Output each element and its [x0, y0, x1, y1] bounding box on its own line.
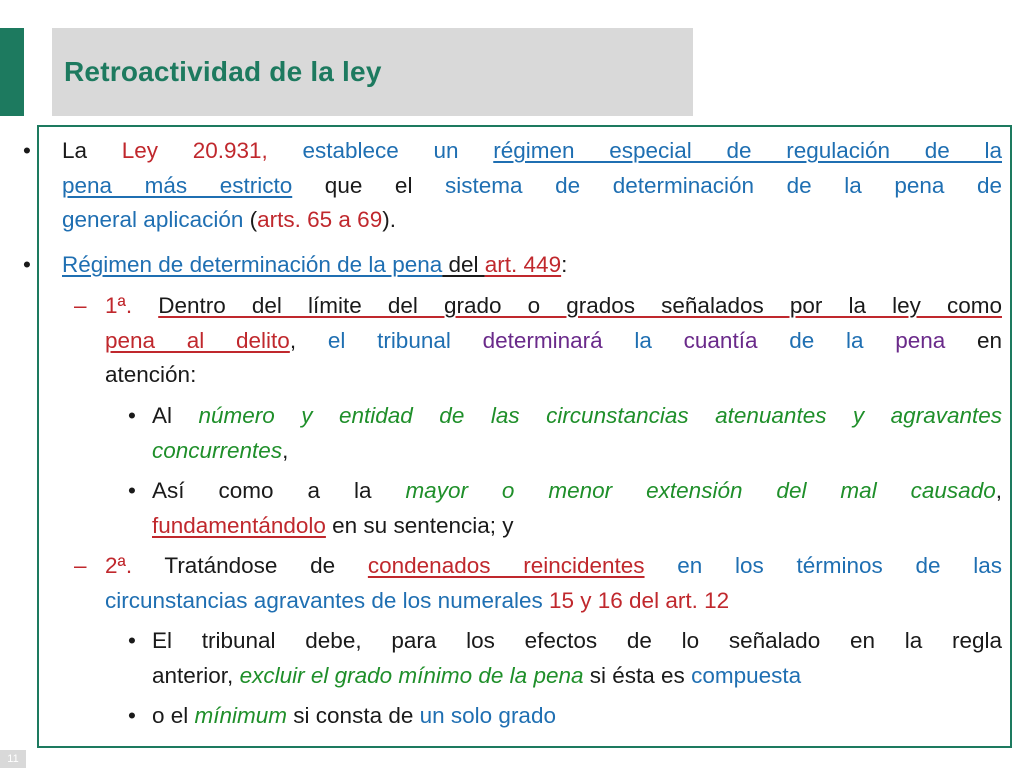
- bullet-marker: •: [128, 628, 136, 653]
- bullet-line: [62, 248, 1002, 283]
- bullet-line: [152, 509, 1002, 544]
- text: en: [945, 327, 1003, 353]
- text: el tribunal: [296, 327, 483, 353]
- text: ,: [995, 478, 1002, 503]
- text: Tratándose de: [132, 553, 368, 578]
- text: la: [602, 327, 684, 353]
- text-regimen: Régimen de determinación de la pena: [62, 252, 443, 277]
- bullet-marker: •: [128, 403, 136, 428]
- bullet-line: [105, 549, 1002, 584]
- text: pena: [895, 327, 946, 353]
- text: en su sentencia; y: [325, 512, 514, 538]
- dash-marker: –: [74, 293, 87, 318]
- text: determinará: [482, 327, 603, 353]
- text-sistema: sistema de determinación de la pena de: [445, 172, 1002, 198]
- bullet-marker: •: [128, 478, 136, 503]
- text: La: [62, 138, 122, 163]
- text: ,: [289, 327, 297, 353]
- text-num: 2ª.: [105, 553, 133, 578]
- text: :: [561, 252, 568, 277]
- sub-sub-item-1b: [152, 474, 1002, 543]
- text-num: 1ª.: [105, 293, 133, 318]
- text: atención:: [105, 362, 197, 387]
- bullet-marker: •: [128, 703, 136, 728]
- text: en los términos de las: [644, 553, 1002, 578]
- text: si ésta es: [583, 662, 692, 688]
- text-ley: Ley 20.931,: [121, 138, 268, 163]
- text-excluir: excluir el grado mínimo de la pena: [239, 662, 584, 688]
- text-condenados: condenados reincidentes: [367, 553, 645, 578]
- bullet-line: [152, 434, 1002, 469]
- text: establece un: [267, 138, 494, 163]
- dash-marker: –: [74, 553, 87, 578]
- text: de la: [757, 327, 896, 353]
- text-mayor: mayor o menor extensión del mal causado: [405, 478, 996, 503]
- text: o el: [152, 703, 195, 728]
- text-regimen: régimen especial de regulación de la: [493, 138, 1002, 163]
- bullet-line: [152, 399, 1002, 434]
- bullet-marker: •: [23, 138, 31, 163]
- title-bar: [52, 28, 693, 116]
- text: Así como a la: [152, 478, 406, 503]
- slide-title: Retroactividad de la ley: [64, 56, 382, 87]
- text: del: [442, 252, 485, 277]
- bullet-line: [62, 169, 1002, 204]
- accent-bar: [0, 28, 24, 116]
- text-numero: número y entidad de las circunstancias atenuantes y agravantes: [198, 403, 1002, 428]
- text: concurrentes: [152, 437, 283, 463]
- text-pena-delito: pena al delito: [105, 327, 290, 353]
- text: ,: [282, 437, 289, 463]
- bullet-line: [105, 358, 1002, 393]
- text-arts: arts. 65 a 69: [257, 207, 383, 232]
- text-dentro: Dentro del límite del grado o grados señalados por la ley como: [158, 293, 1002, 318]
- bullet-regimen-449: [62, 248, 1002, 283]
- text-pena-mas-estricto: pena más estricto: [62, 172, 293, 198]
- page-number: 11: [0, 750, 26, 768]
- text-numerales: 15 y 16 del art. 12: [548, 587, 730, 613]
- bullet-line: [62, 203, 1002, 238]
- text: anterior,: [152, 662, 240, 688]
- text: compuesta: [691, 662, 802, 688]
- text-general: general aplicación: [62, 207, 244, 232]
- bullet-line: [152, 699, 1002, 734]
- bullet-line: [105, 324, 1002, 359]
- bullet-line: [105, 289, 1002, 324]
- text: si consta de: [287, 703, 420, 728]
- text: Al: [152, 403, 199, 428]
- sub-item-2: [105, 549, 1002, 618]
- sub-sub-item-2a: [152, 624, 1002, 693]
- bullet-line: [152, 474, 1002, 509]
- sub-sub-item-2b: [152, 699, 1002, 734]
- bullet-line: [62, 134, 1002, 169]
- bullet-line: [105, 584, 1002, 619]
- text-fundamentandolo: fundamentándolo: [152, 512, 326, 538]
- text: cuantía: [683, 327, 758, 353]
- bullet-line: [152, 624, 1002, 659]
- text: un solo grado: [419, 703, 556, 728]
- text: (: [243, 207, 258, 232]
- bullet-line: [152, 659, 1002, 694]
- text: que el: [292, 172, 446, 198]
- sub-item-1: [105, 289, 1002, 393]
- text: circunstancias agravantes de los numerales: [105, 587, 549, 613]
- bullet-marker: •: [23, 252, 31, 277]
- text-art: art. 449: [484, 252, 562, 277]
- text: ).: [382, 207, 396, 232]
- text-minimum: mínimum: [194, 703, 288, 728]
- sub-sub-item-1a: [152, 399, 1002, 468]
- bullet-ley-20931: [62, 134, 1002, 238]
- text: El tribunal debe, para los efectos de lo señalado en la regla: [152, 628, 1002, 653]
